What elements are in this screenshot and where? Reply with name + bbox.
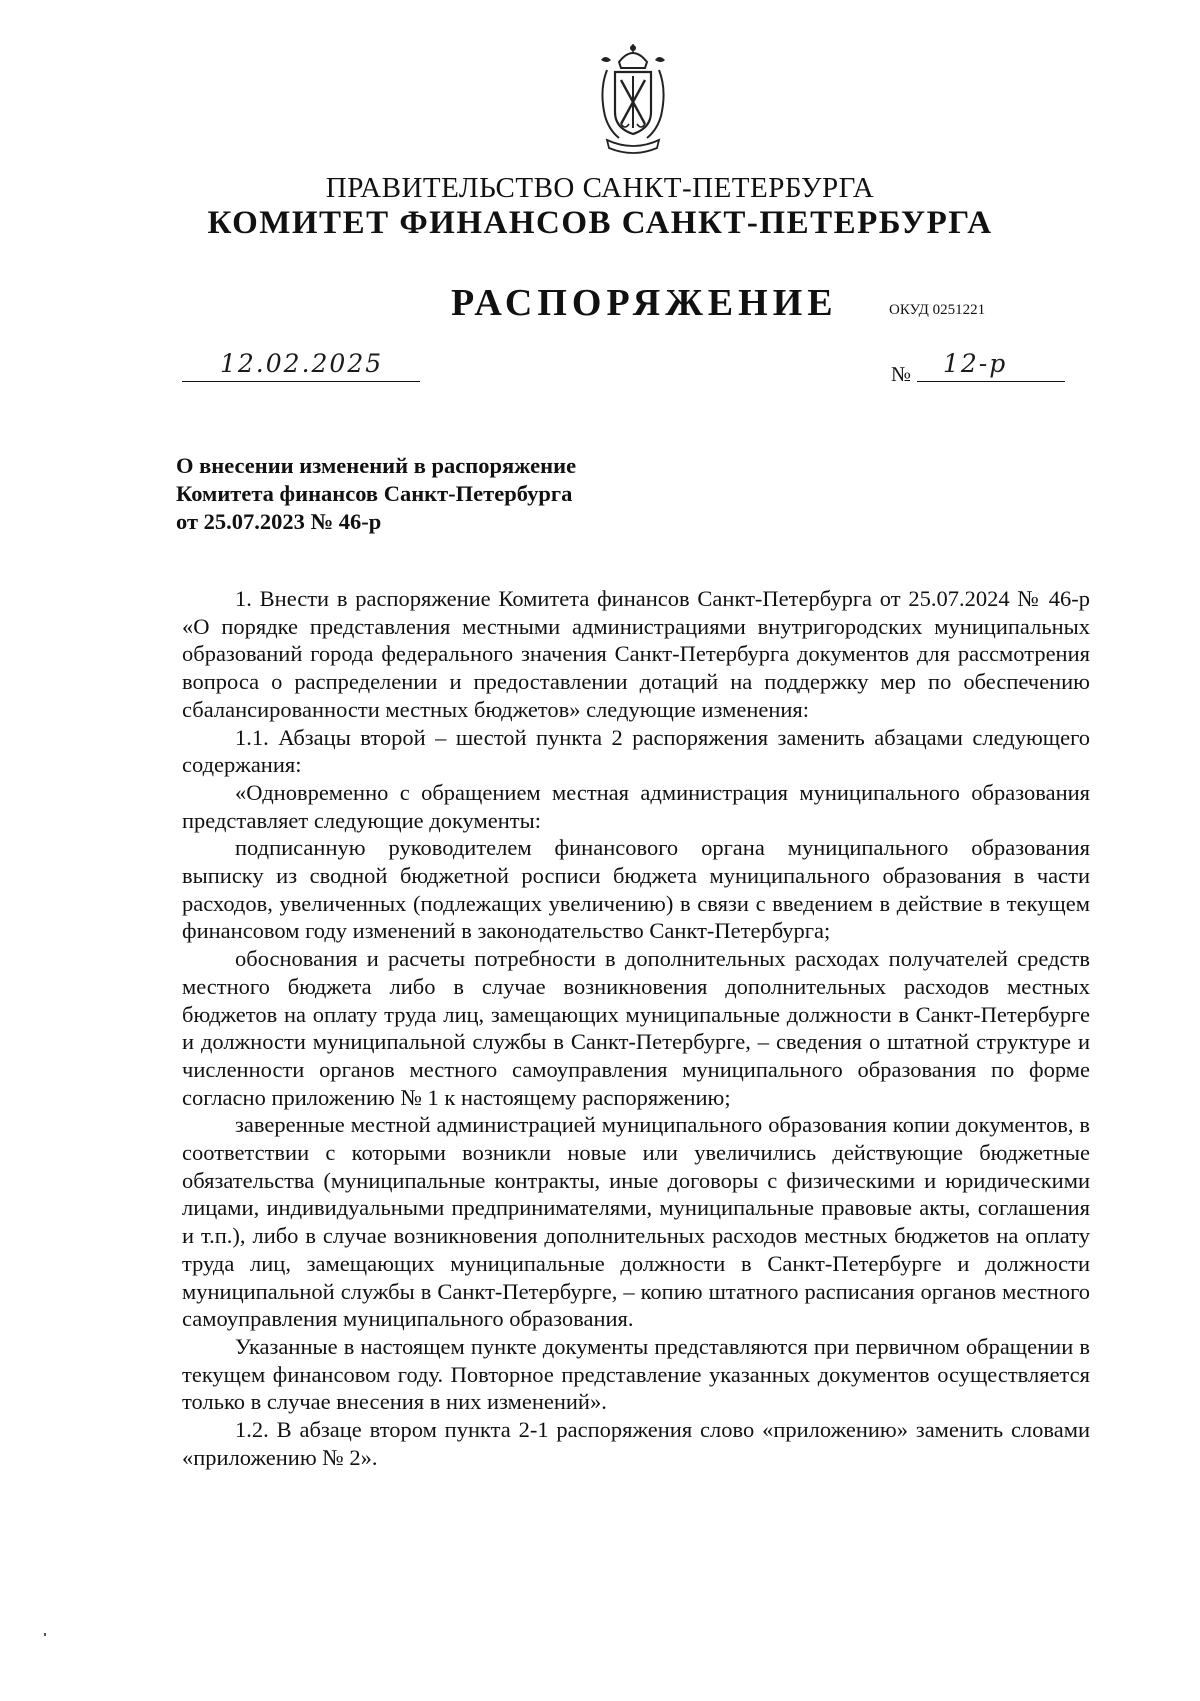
document-type: РАСПОРЯЖЕНИЕ [451, 282, 838, 324]
okud-code: ОКУД 0251221 [889, 302, 986, 318]
committee-title: КОМИТЕТ ФИНАНСОВ САНКТ-ПЕТЕРБУРГА [207, 205, 993, 241]
subject-line: Комитета финансов Санкт-Петербурга [176, 481, 573, 506]
paragraph: обоснования и расчеты потребности в дополнительных расходах получателей средств местного бюджета либо в случае возникновения дополнительных расходов местных бюджетов на оплату труда лиц, замещающих муниципальные должности в Санкт-Петербурге и должности муниципальной службы в Санкт-Петербурге, – сведения о штатной структуре и численности органов местного самоуправления муниципального образования по форме согласно приложению № 1 к настоящему распоряжению; [182, 946, 1090, 1110]
subject-line: от 25.07.2023 № 46-р [176, 509, 382, 534]
date-field [182, 349, 420, 382]
paragraph: Указанные в настоящем пункте документы представляются при первичном обращении в текущем финансовом году. Повторное представление указанных документов осуществляется только в случае внесения в них изменений». [182, 1333, 1090, 1415]
document-body [182, 585, 1090, 1472]
paragraph: «Одновременно с обращением местная администрация муниципального образования представляет следующие документы: [182, 779, 1090, 833]
paragraph: 1.1. Абзацы второй – шестой пункта 2 распоряжения заменить абзацами следующего содержания: [182, 724, 1090, 778]
document-date: 12.02.2025 [220, 349, 384, 378]
document-subject [176, 452, 576, 536]
document-number: 12-р [943, 349, 1008, 378]
number-field [917, 349, 1065, 382]
paragraph: 1.2. В абзаце втором пункта 2-1 распоряжения слово «приложению» заменить словами «приложению № 2». [182, 1417, 1090, 1470]
coat-of-arms-icon [585, 40, 681, 160]
subject-line: О внесении изменений в распоряжение [176, 453, 577, 478]
number-label: № [891, 362, 912, 386]
government-title: ПРАВИТЕЛЬСТВО САНКТ-ПЕТЕРБУРГА [325, 172, 875, 204]
paragraph: подписанную руководителем финансового органа муниципального образования выписку из сводной бюджетной росписи бюджета муниципального образования в части расходов, увеличенных (подлежащих увеличению) в связи с введением в действие в текущем финансовом году изменений в законодательство Санкт-Петербурга; [182, 835, 1090, 944]
margin-mark [44, 1633, 46, 1636]
paragraph: 1. Внести в распоряжение Комитета финансов Санкт-Петербурга от 25.07.2024 № 46-р «О порядке представления местными администрациями внутригородских муниципальных образований города федерального значения Санкт-Петербурга документов для рассмотрения вопроса о распределении и предоставлении дотаций на поддержку мер по обеспечению сбалансированности местных бюджетов» следующие изменения: [182, 586, 1090, 722]
paragraph: заверенные местной администрацией муниципального образования копии документов, в соответствии с которыми возникли новые или увеличились действующие бюджетные обязательства (муниципальные контракты, иные договоры с физическими и юридическими лицами, индивидуальными предпринимателями, муниципальные правовые акты, соглашения и т.п.), либо в случае возникновения дополнительных расходов местных бюджетов на оплату труда лиц, замещающих муниципальные должности в Санкт-Петербурге и должности муниципальной службы в Санкт-Петербурге, – копию штатного расписания органов местного самоуправления муниципального образования. [182, 1112, 1090, 1332]
